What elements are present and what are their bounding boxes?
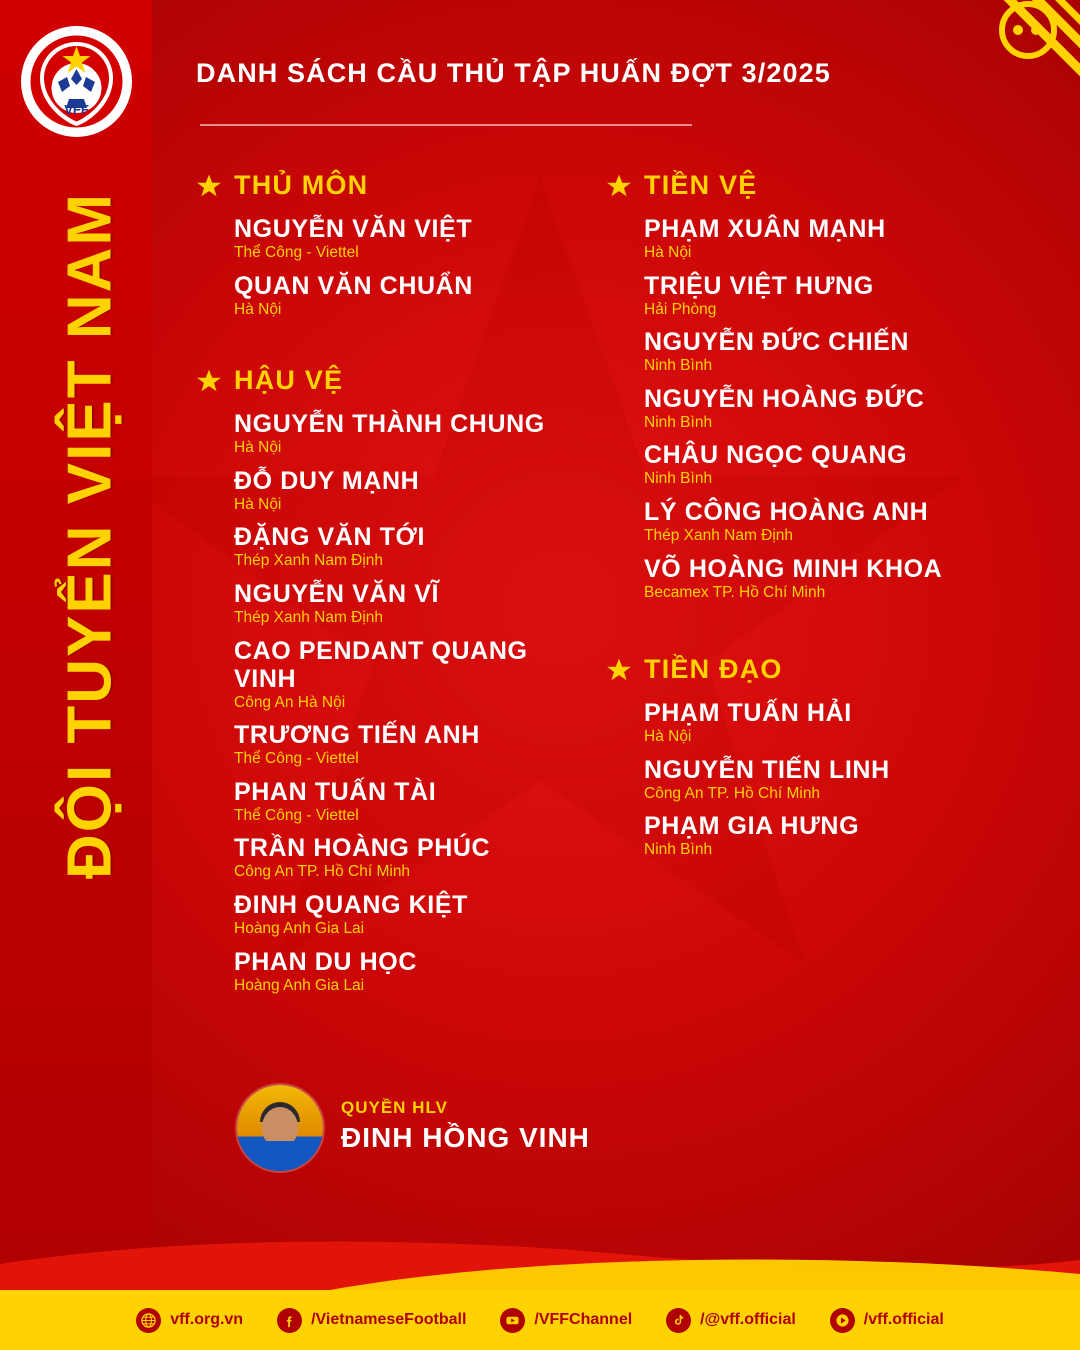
player-club: Hà Nội [644, 244, 692, 261]
position-group-title: TIỀN ĐẠO [644, 654, 783, 685]
player-club: Hà Nội [234, 495, 282, 513]
player-name: PHẠM GIA HƯNG [644, 812, 860, 841]
player-entry [234, 580, 586, 628]
youtube-icon [500, 1308, 525, 1333]
player-name: ĐẶNG VĂN TỚI [234, 523, 426, 552]
star-icon [606, 657, 632, 683]
player-club: Becamex TP. Hồ Chí Minh [644, 583, 826, 601]
column-right [606, 170, 1006, 912]
position-group [606, 654, 1006, 860]
player-club: Công An TP. Hồ Chí Minh [644, 784, 821, 802]
star-icon [196, 368, 222, 394]
player-name: CHÂU NGỌC QUANG [644, 441, 908, 470]
player-name: NGUYỄN VĂN VIỆT [234, 215, 473, 243]
player-name: NGUYỄN TIẾN LINH [644, 755, 890, 784]
player-name: PHẠM TUẤN HẢI [644, 699, 852, 728]
player-club: Ninh Bình [644, 413, 713, 431]
player-entry [644, 272, 1006, 320]
player-name: QUAN VĂN CHUẨN [234, 271, 473, 300]
footer-item-tiktok[interactable] [666, 1308, 796, 1333]
player-entry [644, 699, 1006, 747]
player-name: NGUYỄN ĐỨC CHIẾN [644, 328, 910, 357]
position-group-header [196, 365, 586, 396]
player-name: NGUYỄN THÀNH CHUNG [234, 410, 545, 439]
star-icon [196, 173, 222, 199]
footer-item-youtube[interactable] [500, 1308, 632, 1333]
coach-avatar [237, 1085, 323, 1171]
player-name: ĐINH QUANG KIỆT [234, 890, 468, 919]
player-name: TRẦN HOÀNG PHÚC [234, 834, 491, 863]
player-entry [234, 721, 586, 769]
player-entry [644, 385, 1006, 433]
player-club: Ninh Bình [644, 841, 713, 859]
player-name: CAO PENDANT QUANG VINH [234, 636, 528, 693]
player-club: Công An TP. Hồ Chí Minh [234, 863, 411, 881]
player-club: Hà Nội [234, 439, 282, 457]
player-entry [644, 328, 1006, 376]
player-entry [644, 215, 1006, 263]
player-list [606, 215, 1006, 602]
player-club: Thép Xanh Nam Định [644, 526, 794, 544]
player-entry [234, 410, 586, 458]
player-entry [234, 215, 586, 263]
position-group-title: HẬU VỆ [234, 365, 344, 396]
page-title: DANH SÁCH CẦU THỦ TẬP HUẤN ĐỢT 3/2025 [196, 58, 831, 88]
coach-name: ĐINH HỒNG VINH [341, 1122, 590, 1153]
player-entry [644, 756, 1006, 804]
position-group-title: TIỀN VỆ [644, 170, 758, 200]
tiktok-icon [666, 1308, 691, 1333]
player-entry [234, 467, 586, 515]
player-list [196, 215, 586, 319]
player-name: LÝ CÔNG HOÀNG ANH [644, 497, 929, 526]
player-club: Hoàng Anh Gia Lai [234, 919, 365, 937]
position-group [196, 365, 586, 995]
player-entry [644, 498, 1006, 546]
player-club: Thể Công - Viettel [234, 244, 359, 261]
player-club: Hà Nội [644, 728, 692, 746]
globe-icon [136, 1308, 161, 1333]
player-entry [234, 637, 586, 713]
player-club: Thép Xanh Nam Định [234, 552, 384, 570]
player-entry [234, 891, 586, 939]
page-title-vertical: ĐỘI TUYỂN VIỆT NAM [55, 191, 125, 880]
position-group-header [196, 170, 586, 201]
player-entry [644, 812, 1006, 860]
position-group [196, 170, 586, 319]
facebook-icon [277, 1308, 302, 1333]
player-entry [234, 948, 586, 996]
player-name: NGUYỄN HOÀNG ĐỨC [644, 384, 925, 413]
player-entry [234, 834, 586, 882]
player-name: TRƯƠNG TIẾN ANH [234, 721, 480, 750]
player-name: PHAN TUẤN TÀI [234, 777, 437, 806]
player-name: VÕ HOÀNG MINH KHOA [644, 554, 943, 583]
player-club: Hà Nội [234, 300, 282, 318]
footer-label-youtube: /VFFChannel [534, 1311, 633, 1328]
player-name: ĐỖ DUY MẠNH [234, 466, 420, 495]
star-icon [606, 173, 632, 199]
coach-role: QUYỀN HLV [341, 1098, 448, 1117]
footer-item-facebook[interactable] [277, 1308, 466, 1333]
player-entry [644, 555, 1006, 603]
player-entry [644, 441, 1006, 489]
player-club: Thể Công - Viettel [234, 750, 359, 768]
footer-label-facebook: /VietnameseFootball [311, 1311, 467, 1328]
player-club: Hoàng Anh Gia Lai [234, 976, 365, 994]
player-club: Thép Xanh Nam Định [234, 608, 384, 626]
play-icon [830, 1308, 855, 1333]
svg-text:VFF: VFF [64, 102, 89, 117]
footer-label-website: vff.org.vn [170, 1311, 244, 1328]
position-group [606, 170, 1006, 602]
player-list [606, 699, 1006, 860]
footer-bar [0, 1290, 1080, 1350]
position-group-header [606, 170, 1006, 201]
bottom-wave [0, 1230, 1080, 1290]
player-name: NGUYỄN VĂN VĨ [234, 579, 440, 608]
player-club: Ninh Bình [644, 357, 713, 375]
player-club: Thể Công - Viettel [234, 806, 359, 824]
player-name: TRIỆU VIỆT HƯNG [644, 271, 874, 300]
header-divider [200, 124, 692, 126]
footer-item-website[interactable] [136, 1308, 243, 1333]
column-left [196, 170, 586, 1041]
footer-item-play[interactable] [830, 1308, 944, 1333]
position-group-title: THỦ MÔN [234, 170, 369, 200]
player-list [196, 410, 586, 995]
player-entry [234, 272, 586, 320]
player-club: Công An Hà Nội [234, 693, 346, 711]
footer-label-tiktok: /@vff.official [700, 1311, 796, 1328]
player-club: Hải Phòng [644, 300, 717, 318]
player-name: PHẠM XUÂN MẠNH [644, 215, 886, 243]
position-group-header [606, 654, 1006, 685]
footer-label-play: /vff.official [863, 1311, 944, 1328]
player-name: PHAN DU HỌC [234, 947, 417, 976]
player-club: Ninh Bình [644, 470, 713, 488]
vff-logo [25, 30, 128, 133]
player-entry [234, 778, 586, 826]
player-entry [234, 523, 586, 571]
coach-block [237, 1085, 590, 1171]
